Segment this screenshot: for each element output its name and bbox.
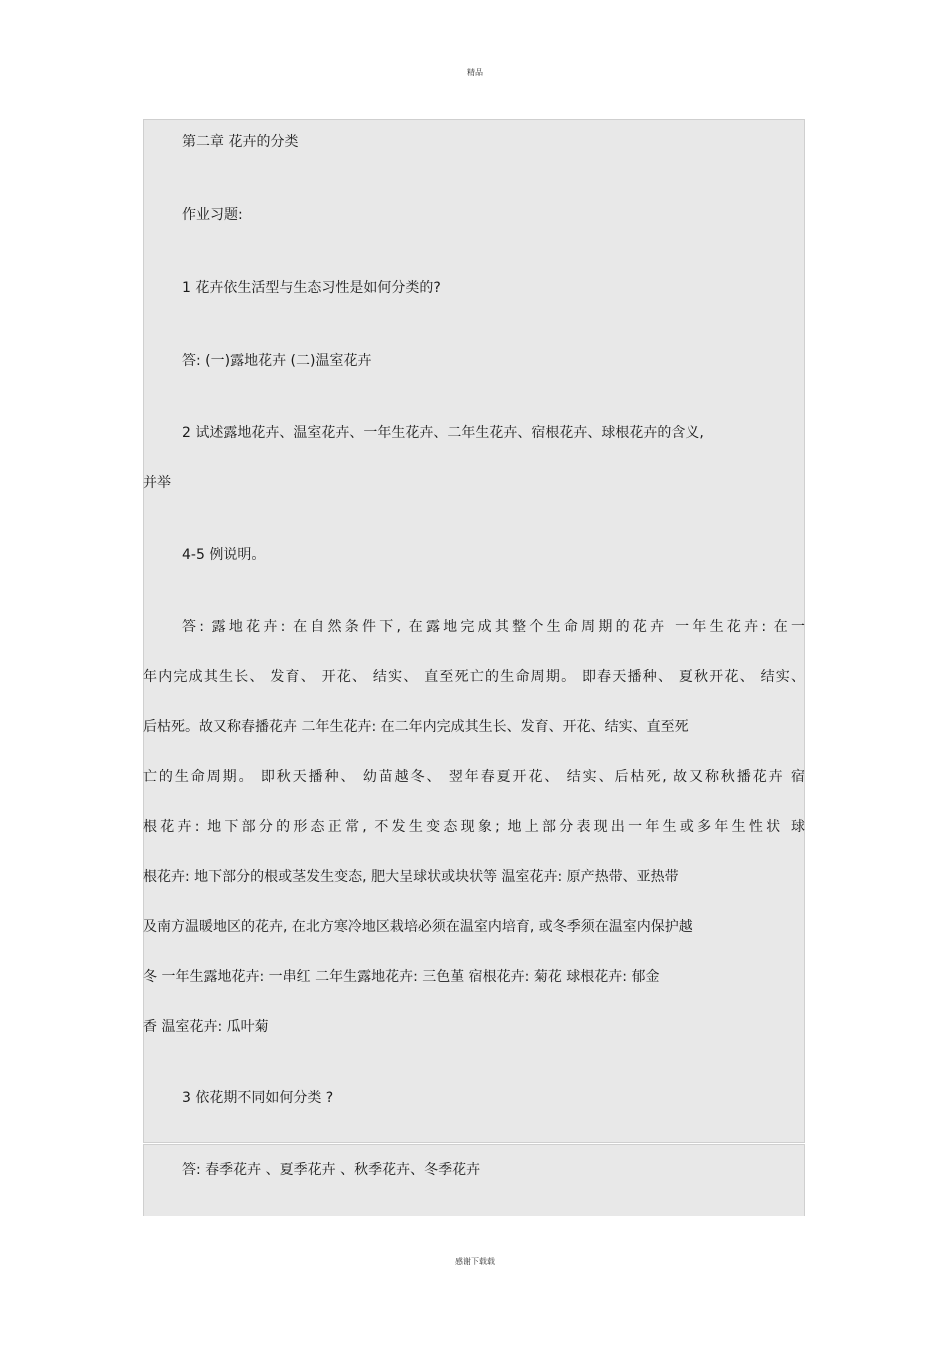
answer-3: 答: 春季花卉 、夏季花卉 、秋季花卉、冬季花卉 [182, 1162, 481, 1178]
answer-2-line-9: 香 温室花卉: 瓜叶菊 [143, 1019, 269, 1035]
question-2: 2 试述露地花卉、温室花卉、一年生花卉、二年生花卉、宿根花卉、球根花卉的含义, [182, 425, 704, 441]
page-header: 精品 [467, 68, 483, 77]
answer-1: 答: (一)露地花卉 (二)温室花卉 [182, 353, 372, 369]
chapter-title: 第二章 花卉的分类 [182, 134, 299, 150]
answer-2-line-8: 冬 一年生露地花卉: 一串红 二年生露地花卉: 三色堇 宿根花卉: 菊花 球根花卉: 郁金 [143, 969, 660, 985]
question-1: 1 花卉依生活型与生态习性是如何分类的? [182, 280, 441, 296]
answer-2-line-7: 及南方温暖地区的花卉, 在北方寒冷地区栽培必须在温室内培育, 或冬季须在温室内保护越 [143, 919, 693, 935]
question-3: 3 依花期不同如何分类 ? [182, 1090, 334, 1106]
answer-2-line-2: 年内完成其生长、 发育、 开花、 结实、 直至死亡的生命周期。 即春天播种、 夏秋开花、 结实、 [143, 669, 805, 685]
answer-2-line-4: 亡的生命周期。 即秋天播种、 幼苗越冬、 翌年春夏开花、 结实、后枯死, 故又称秋播花卉 宿 [143, 769, 805, 785]
exercise-heading: 作业习题: [182, 207, 243, 223]
answer-2-line-1: 答: 露地花卉: 在自然条件下, 在露地完成其整个生命周期的花卉 一年生花卉: 在一 [182, 619, 805, 635]
answer-2-line-6: 根花卉: 地下部分的根或茎发生变态, 肥大呈球状或块状等 温室花卉: 原产热带、亚热带 [143, 869, 679, 885]
content-box-continued [143, 1144, 805, 1216]
question-2-cont: 并举 [143, 475, 171, 491]
answer-2-line-5: 根花卉: 地下部分的形态正常, 不发生变态现象; 地上部分表现出一年生或多年生性状 球 [143, 819, 805, 835]
answer-2-line-3: 后枯死。故又称春播花卉 二年生花卉: 在二年内完成其生长、发育、开花、结实、直至死 [143, 719, 689, 735]
question-2-tail: 4-5 例说明。 [182, 547, 266, 563]
page-footer: 感谢下载载 [455, 1257, 495, 1266]
